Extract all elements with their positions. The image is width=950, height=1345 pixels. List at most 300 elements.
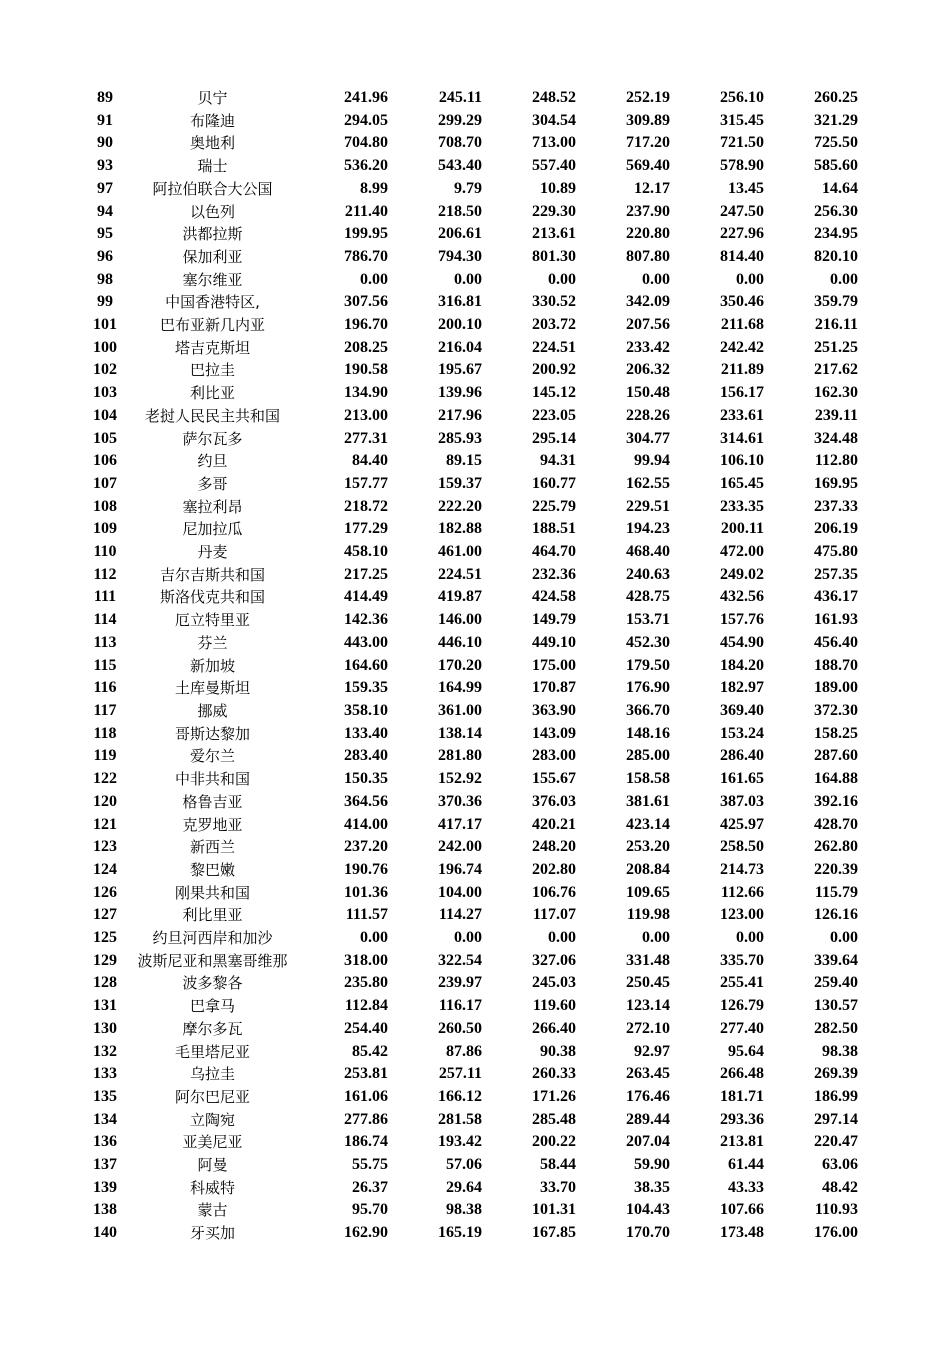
value-cell: 358.10 (344, 701, 388, 719)
value-cell: 269.39 (814, 1065, 858, 1083)
value-cell: 339.64 (814, 951, 858, 969)
table-row (80, 904, 858, 927)
value-cell: 807.80 (626, 247, 670, 265)
rank-cell: 139 (93, 1178, 117, 1196)
value-cell: 585.60 (814, 157, 858, 175)
value-cell: 289.44 (626, 1110, 670, 1128)
value-cell: 114.27 (438, 906, 482, 924)
value-cell: 309.89 (626, 111, 670, 129)
rank-cell: 140 (93, 1224, 117, 1242)
country-name-cell: 布隆迪 (189, 111, 235, 130)
country-name-cell: 瑞士 (197, 157, 228, 176)
country-name-cell: 利比里亚 (182, 906, 243, 925)
table-row (80, 1222, 858, 1245)
country-name-cell: 利比亚 (189, 384, 235, 403)
table-row (80, 450, 858, 473)
value-cell: 316.81 (438, 293, 482, 311)
table-row (80, 428, 858, 451)
table-row (80, 337, 858, 360)
value-cell: 256.10 (720, 89, 764, 106)
value-cell: 116.17 (438, 997, 482, 1015)
table-row (80, 950, 858, 973)
value-cell: 256.30 (814, 202, 858, 220)
table-row (80, 178, 858, 201)
value-cell: 0.00 (736, 929, 764, 947)
value-cell: 285.93 (438, 429, 482, 447)
value-cell: 392.16 (814, 792, 858, 810)
value-cell: 211.89 (720, 361, 764, 379)
value-cell: 153.71 (626, 611, 670, 629)
value-cell: 169.95 (814, 474, 858, 492)
value-cell: 217.96 (438, 406, 482, 424)
value-cell: 228.26 (626, 406, 670, 424)
value-cell: 90.38 (540, 1042, 576, 1060)
value-cell: 170.20 (438, 656, 482, 674)
table-row (80, 609, 858, 632)
rank-cell: 100 (93, 338, 117, 356)
value-cell: 158.58 (626, 770, 670, 788)
value-cell: 0.00 (736, 270, 764, 288)
value-cell: 117.07 (532, 906, 576, 924)
rank-cell: 114 (93, 611, 117, 629)
value-cell: 160.77 (532, 474, 576, 492)
value-cell: 186.74 (344, 1133, 388, 1151)
table-row (80, 723, 858, 746)
value-cell: 432.56 (720, 588, 764, 606)
rank-cell: 128 (93, 974, 117, 992)
country-name-cell: 巴拉圭 (189, 361, 235, 380)
value-cell: 227.96 (720, 225, 764, 243)
country-name-cell: 贝宁 (197, 89, 228, 107)
value-cell: 159.35 (344, 679, 388, 697)
value-cell: 419.87 (438, 588, 482, 606)
value-cell: 331.48 (626, 951, 670, 969)
value-cell: 359.79 (814, 293, 858, 311)
value-cell: 43.33 (728, 1178, 764, 1196)
country-name-cell: 阿尔巴尼亚 (174, 1087, 250, 1106)
value-cell: 208.84 (626, 860, 670, 878)
rank-cell: 118 (93, 724, 117, 742)
value-cell: 253.81 (344, 1065, 388, 1083)
value-cell: 195.67 (438, 361, 482, 379)
country-name-cell: 爱尔兰 (189, 747, 235, 766)
value-cell: 134.90 (344, 384, 388, 402)
table-row (80, 1041, 858, 1064)
table-row (80, 269, 858, 292)
country-name-cell: 老挝人民民主共和国 (144, 406, 280, 425)
value-cell: 123.14 (626, 997, 670, 1015)
rank-cell: 96 (97, 247, 113, 265)
country-name-cell: 毛里塔尼亚 (174, 1042, 250, 1061)
value-cell: 281.58 (438, 1110, 482, 1128)
value-cell: 155.67 (532, 770, 576, 788)
rank-cell: 137 (93, 1156, 117, 1174)
value-cell: 59.90 (634, 1156, 670, 1174)
country-name-cell: 蒙古 (197, 1201, 228, 1220)
value-cell: 14.64 (822, 179, 858, 197)
value-cell: 283.00 (532, 747, 576, 765)
rank-cell: 107 (93, 474, 117, 492)
table-row (80, 201, 858, 224)
value-cell: 428.70 (814, 815, 858, 833)
value-cell: 203.72 (532, 316, 576, 334)
value-cell: 48.42 (822, 1178, 858, 1196)
value-cell: 424.58 (532, 588, 576, 606)
value-cell: 363.90 (532, 701, 576, 719)
value-cell: 233.61 (720, 406, 764, 424)
value-cell: 213.81 (720, 1133, 764, 1151)
rank-cell: 115 (93, 656, 117, 674)
value-cell: 260.50 (438, 1019, 482, 1037)
value-cell: 253.20 (626, 838, 670, 856)
rank-cell: 134 (93, 1110, 117, 1128)
value-cell: 115.79 (814, 883, 858, 901)
value-cell: 142.36 (344, 611, 388, 629)
value-cell: 794.30 (438, 247, 482, 265)
table-row (80, 882, 858, 905)
value-cell: 176.90 (626, 679, 670, 697)
value-cell: 454.90 (720, 633, 764, 651)
value-cell: 213.61 (532, 225, 576, 243)
value-cell: 0.00 (360, 270, 388, 288)
table-row (80, 223, 858, 246)
value-cell: 207.04 (626, 1133, 670, 1151)
value-cell: 285.48 (532, 1110, 576, 1128)
value-cell: 161.93 (814, 611, 858, 629)
value-cell: 248.52 (532, 89, 576, 106)
country-name-cell: 亚美尼亚 (182, 1133, 243, 1152)
value-cell: 423.14 (626, 815, 670, 833)
value-cell: 557.40 (532, 157, 576, 175)
value-cell: 713.00 (532, 134, 576, 152)
value-cell: 233.35 (720, 497, 764, 515)
value-cell: 277.86 (344, 1110, 388, 1128)
table-row (80, 927, 858, 950)
rank-cell: 91 (97, 111, 113, 129)
value-cell: 294.05 (344, 111, 388, 129)
value-cell: 0.00 (642, 929, 670, 947)
value-cell: 242.00 (438, 838, 482, 856)
value-cell: 461.00 (438, 543, 482, 561)
value-cell: 190.76 (344, 860, 388, 878)
value-cell: 63.06 (822, 1156, 858, 1174)
table-row (80, 564, 858, 587)
value-cell: 186.99 (814, 1087, 858, 1105)
value-cell: 820.10 (814, 247, 858, 265)
value-cell: 170.87 (532, 679, 576, 697)
value-cell: 725.50 (814, 134, 858, 152)
value-cell: 196.70 (344, 316, 388, 334)
value-cell: 364.56 (344, 792, 388, 810)
table-row (80, 1131, 858, 1154)
value-cell: 0.00 (830, 929, 858, 947)
country-name-cell: 丹麦 (197, 543, 228, 562)
value-cell: 285.00 (626, 747, 670, 765)
value-cell: 304.77 (626, 429, 670, 447)
value-cell: 92.97 (634, 1042, 670, 1060)
value-cell: 165.45 (720, 474, 764, 492)
table-row (80, 359, 858, 382)
country-name-cell: 巴拿马 (189, 997, 235, 1016)
value-cell: 152.92 (438, 770, 482, 788)
value-cell: 164.60 (344, 656, 388, 674)
table-row (80, 382, 858, 405)
value-cell: 578.90 (720, 157, 764, 175)
table-row (80, 1154, 858, 1177)
country-name-cell: 塞拉利昂 (182, 497, 243, 516)
rank-cell: 90 (97, 134, 113, 152)
value-cell: 257.11 (438, 1065, 482, 1083)
value-cell: 414.00 (344, 815, 388, 833)
country-name-cell: 波多黎各 (182, 974, 243, 993)
value-cell: 84.40 (352, 452, 388, 470)
table-row (80, 246, 858, 269)
value-cell: 263.45 (626, 1065, 670, 1083)
country-name-cell: 摩尔多瓦 (182, 1019, 243, 1038)
value-cell: 266.40 (532, 1019, 576, 1037)
value-cell: 235.80 (344, 974, 388, 992)
value-cell: 165.19 (438, 1224, 482, 1242)
rank-cell: 110 (93, 543, 117, 561)
table-row (80, 768, 858, 791)
value-cell: 0.00 (360, 929, 388, 947)
value-cell: 220.39 (814, 860, 858, 878)
value-cell: 33.70 (540, 1178, 576, 1196)
value-cell: 196.74 (438, 860, 482, 878)
value-cell: 255.41 (720, 974, 764, 992)
value-cell: 786.70 (344, 247, 388, 265)
country-name-cell: 克罗地亚 (182, 815, 243, 834)
value-cell: 98.38 (822, 1042, 858, 1060)
country-name-cell: 格鲁吉亚 (182, 792, 243, 811)
value-cell: 239.97 (438, 974, 482, 992)
value-cell: 217.62 (814, 361, 858, 379)
value-cell: 146.00 (438, 611, 482, 629)
value-cell: 436.17 (814, 588, 858, 606)
rank-cell: 127 (93, 906, 117, 924)
value-cell: 164.88 (814, 770, 858, 788)
value-cell: 464.70 (532, 543, 576, 561)
table-row (80, 496, 858, 519)
value-cell: 237.33 (814, 497, 858, 515)
value-cell: 472.00 (720, 543, 764, 561)
value-cell: 281.80 (438, 747, 482, 765)
table-body (80, 87, 858, 1245)
table-row (80, 1199, 858, 1222)
table-row (80, 995, 858, 1018)
value-cell: 475.80 (814, 543, 858, 561)
value-cell: 170.70 (626, 1224, 670, 1242)
value-cell: 55.75 (352, 1156, 388, 1174)
value-cell: 370.36 (438, 792, 482, 810)
value-cell: 194.23 (626, 520, 670, 538)
value-cell: 277.31 (344, 429, 388, 447)
value-cell: 452.30 (626, 633, 670, 651)
rank-cell: 108 (93, 497, 117, 515)
value-cell: 286.40 (720, 747, 764, 765)
rank-cell: 135 (93, 1087, 117, 1105)
value-cell: 58.44 (540, 1156, 576, 1174)
value-cell: 162.55 (626, 474, 670, 492)
value-cell: 182.88 (438, 520, 482, 538)
value-cell: 293.36 (720, 1110, 764, 1128)
value-cell: 87.86 (446, 1042, 482, 1060)
value-cell: 101.36 (344, 883, 388, 901)
value-cell: 0.00 (642, 270, 670, 288)
table-row (80, 836, 858, 859)
rank-cell: 99 (97, 293, 113, 311)
country-name-cell: 以色列 (189, 202, 235, 221)
value-cell: 0.00 (454, 270, 482, 288)
country-name-cell: 立陶宛 (189, 1110, 235, 1129)
value-cell: 101.31 (532, 1201, 576, 1219)
value-cell: 206.61 (438, 225, 482, 243)
value-cell: 184.20 (720, 656, 764, 674)
value-cell: 188.70 (814, 656, 858, 674)
value-cell: 130.57 (814, 997, 858, 1015)
value-cell: 318.00 (344, 951, 388, 969)
value-cell: 272.10 (626, 1019, 670, 1037)
table-row (80, 405, 858, 428)
rank-cell: 124 (93, 860, 117, 878)
value-cell: 110.93 (814, 1201, 858, 1219)
rank-cell: 113 (93, 633, 117, 651)
value-cell: 175.00 (532, 656, 576, 674)
value-cell: 259.40 (814, 974, 858, 992)
rank-cell: 125 (93, 929, 117, 947)
table-row (80, 700, 858, 723)
value-cell: 104.00 (438, 883, 482, 901)
value-cell: 245.03 (532, 974, 576, 992)
rank-cell: 98 (97, 270, 113, 288)
value-cell: 157.77 (344, 474, 388, 492)
value-cell: 156.17 (720, 384, 764, 402)
value-cell: 161.65 (720, 770, 764, 788)
value-cell: 241.96 (344, 89, 388, 106)
rank-cell: 116 (93, 679, 117, 697)
country-name-cell: 中国香港特区, (165, 293, 260, 312)
value-cell: 254.40 (344, 1019, 388, 1037)
value-cell: 224.51 (438, 565, 482, 583)
value-cell: 369.40 (720, 701, 764, 719)
country-name-cell: 芬兰 (197, 633, 228, 652)
value-cell: 111.57 (345, 906, 388, 924)
value-cell: 9.79 (454, 179, 482, 197)
table-row (80, 132, 858, 155)
value-cell: 381.61 (626, 792, 670, 810)
rank-cell: 105 (93, 429, 117, 447)
value-cell: 372.30 (814, 701, 858, 719)
table-row (80, 1063, 858, 1086)
rank-cell: 106 (93, 452, 117, 470)
table-row (80, 110, 858, 133)
value-cell: 342.09 (626, 293, 670, 311)
value-cell: 94.31 (540, 452, 576, 470)
value-cell: 200.11 (720, 520, 764, 538)
table-row (80, 1018, 858, 1041)
rank-cell: 132 (93, 1042, 117, 1060)
value-cell: 176.46 (626, 1087, 670, 1105)
value-cell: 257.35 (814, 565, 858, 583)
table-row (80, 1086, 858, 1109)
value-cell: 216.04 (438, 338, 482, 356)
value-cell: 211.40 (344, 202, 388, 220)
value-cell: 704.80 (344, 134, 388, 152)
rank-cell: 101 (93, 316, 117, 334)
table-row (80, 586, 858, 609)
value-cell: 123.00 (720, 906, 764, 924)
value-cell: 283.40 (344, 747, 388, 765)
country-name-cell: 挪威 (197, 701, 228, 720)
rank-cell: 136 (93, 1133, 117, 1151)
value-cell: 229.30 (532, 202, 576, 220)
rank-cell: 112 (93, 565, 117, 583)
value-cell: 361.00 (438, 701, 482, 719)
value-cell: 29.64 (446, 1178, 482, 1196)
value-cell: 218.72 (344, 497, 388, 515)
value-cell: 247.50 (720, 202, 764, 220)
country-name-cell: 塞尔维亚 (182, 270, 243, 289)
value-cell: 251.25 (814, 338, 858, 356)
value-cell: 213.00 (344, 406, 388, 424)
value-cell: 350.46 (720, 293, 764, 311)
country-name-cell: 牙买加 (189, 1224, 235, 1243)
value-cell: 322.54 (438, 951, 482, 969)
value-cell: 307.56 (344, 293, 388, 311)
value-cell: 468.40 (626, 543, 670, 561)
value-cell: 801.30 (532, 247, 576, 265)
value-cell: 277.40 (720, 1019, 764, 1037)
value-cell: 239.11 (814, 406, 858, 424)
value-cell: 232.36 (532, 565, 576, 583)
value-cell: 223.05 (532, 406, 576, 424)
country-name-cell: 新西兰 (189, 838, 235, 857)
value-cell: 207.56 (626, 316, 670, 334)
value-cell: 202.80 (532, 860, 576, 878)
value-cell: 107.66 (720, 1201, 764, 1219)
country-name-cell: 奥地利 (189, 134, 235, 153)
value-cell: 536.20 (344, 157, 388, 175)
value-cell: 262.80 (814, 838, 858, 856)
value-cell: 321.29 (814, 111, 858, 129)
country-name-cell: 阿曼 (197, 1156, 228, 1175)
table-row (80, 972, 858, 995)
value-cell: 258.50 (720, 838, 764, 856)
value-cell: 119.60 (532, 997, 576, 1015)
value-cell: 237.90 (626, 202, 670, 220)
value-cell: 179.50 (626, 656, 670, 674)
value-cell: 138.14 (438, 724, 482, 742)
country-name-cell: 中非共和国 (174, 770, 250, 789)
value-cell: 330.52 (532, 293, 576, 311)
rank-cell: 119 (93, 747, 117, 765)
value-cell: 150.48 (626, 384, 670, 402)
value-cell: 721.50 (720, 134, 764, 152)
value-cell: 149.79 (532, 611, 576, 629)
value-cell: 139.96 (438, 384, 482, 402)
rank-cell: 97 (97, 179, 113, 197)
value-cell: 99.94 (634, 452, 670, 470)
table-row (80, 541, 858, 564)
value-cell: 297.14 (814, 1110, 858, 1128)
value-cell: 162.90 (344, 1224, 388, 1242)
value-cell: 190.58 (344, 361, 388, 379)
rank-cell: 126 (93, 883, 117, 901)
rank-cell: 109 (93, 520, 117, 538)
rank-cell: 104 (93, 406, 117, 424)
value-cell: 162.30 (814, 384, 858, 402)
value-cell: 327.06 (532, 951, 576, 969)
